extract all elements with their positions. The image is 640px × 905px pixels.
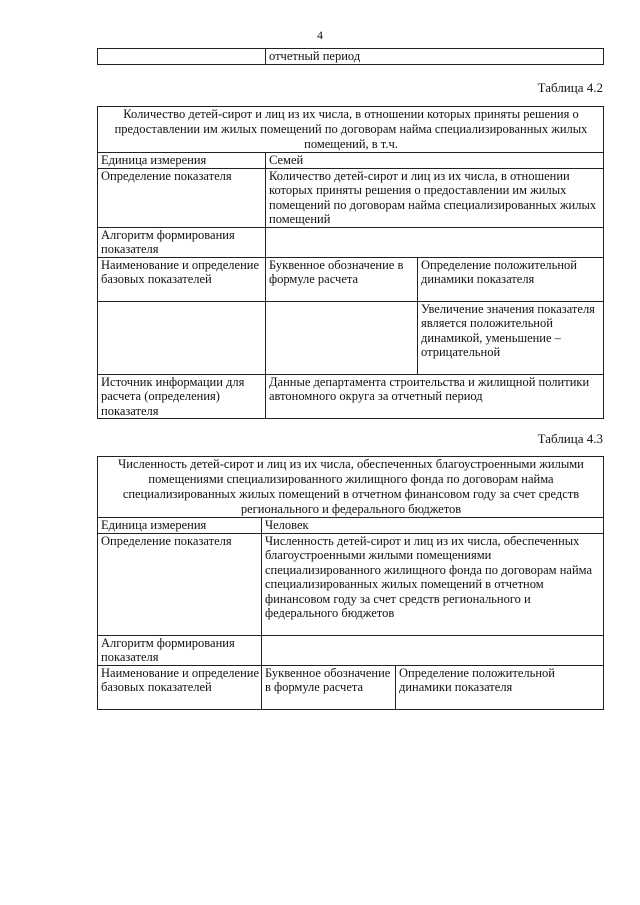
table-4-3-unit-label: Единица измерения [98, 518, 262, 534]
table-4-3-title: Численность детей-сирот и лиц из их числа, обеспеченных благоустроенными жилыми помещениями специализированного жилищного фонда по договорам найма специализированных жилых помещений в отчетном финансовом году за счет средств регионального и федерального бюджетов [98, 457, 604, 518]
table-4-3-caption: Таблица 4.3 [537, 431, 603, 446]
table-4-3-letter-label: Буквенное обозначение в формуле расчета [262, 665, 396, 709]
table-4-2-algorithm-value [266, 227, 604, 257]
table-4-2-unit-label: Единица измерения [98, 153, 266, 169]
table-4-2-title: Количество детей-сирот и лиц из их числа, в отношении которых приняты решения о предоставлении им жилых помещений по договорам найма специализированных жилых помещений, в т.ч. [98, 107, 604, 153]
table-4-3-algorithm-value [262, 635, 604, 665]
table-4-2-base-label: Наименование и определение базовых показателей [98, 257, 266, 301]
table-4-2-definition-label: Определение показателя [98, 168, 266, 227]
table-4-2-source-label: Источник информации для расчета (определения) показателя [98, 374, 266, 419]
table-4-2-base-value [98, 301, 266, 374]
table-4-2-dynamics-label: Определение положительной динамики показателя [418, 257, 604, 301]
table-4-3-base-label: Наименование и определение базовых показателей [98, 665, 262, 709]
table-4-3-definition-label: Определение показателя [98, 533, 262, 635]
table-4-2-caption: Таблица 4.2 [537, 80, 603, 95]
table-4-2-letter-value [266, 301, 418, 374]
prev-table-cell: отчетный период [266, 49, 604, 65]
table-4-3-algorithm-label: Алгоритм формирования показателя [98, 635, 262, 665]
table-4-2 [97, 106, 604, 419]
table-4-3-dynamics-label: Определение положительной динамики показателя [396, 665, 604, 709]
prev-table-fragment [97, 48, 604, 65]
table-4-2-definition-value: Количество детей-сирот и лиц из их числа, в отношении которых приняты решения о предоставлении им жилых помещений по договорам найма специализированных жилых помещений [266, 168, 604, 227]
table-4-2-unit-value: Семей [266, 153, 604, 169]
table-4-2-letter-label: Буквенное обозначение в формуле расчета [266, 257, 418, 301]
table-4-3-definition-value: Численность детей-сирот и лиц из их числа, обеспеченных благоустроенными жилыми помещениями специализированного жилищного фонда по договорам найма специализированных жилых помещений в отчетном финансовом году за счет средств регионального и федерального бюджетов [262, 533, 604, 635]
prev-table-empty-cell [98, 49, 266, 65]
table-4-3-unit-value: Человек [262, 518, 604, 534]
table-4-2-source-value: Данные департамента строительства и жилищной политики автономного округа за отчетный период [266, 374, 604, 419]
page-number: 4 [317, 28, 323, 42]
table-4-2-algorithm-label: Алгоритм формирования показателя [98, 227, 266, 257]
table-4-3 [97, 456, 604, 710]
table-4-2-dynamics-value: Увеличение значения показателя является положительной динамикой, уменьшение – отрицательной [418, 301, 604, 374]
